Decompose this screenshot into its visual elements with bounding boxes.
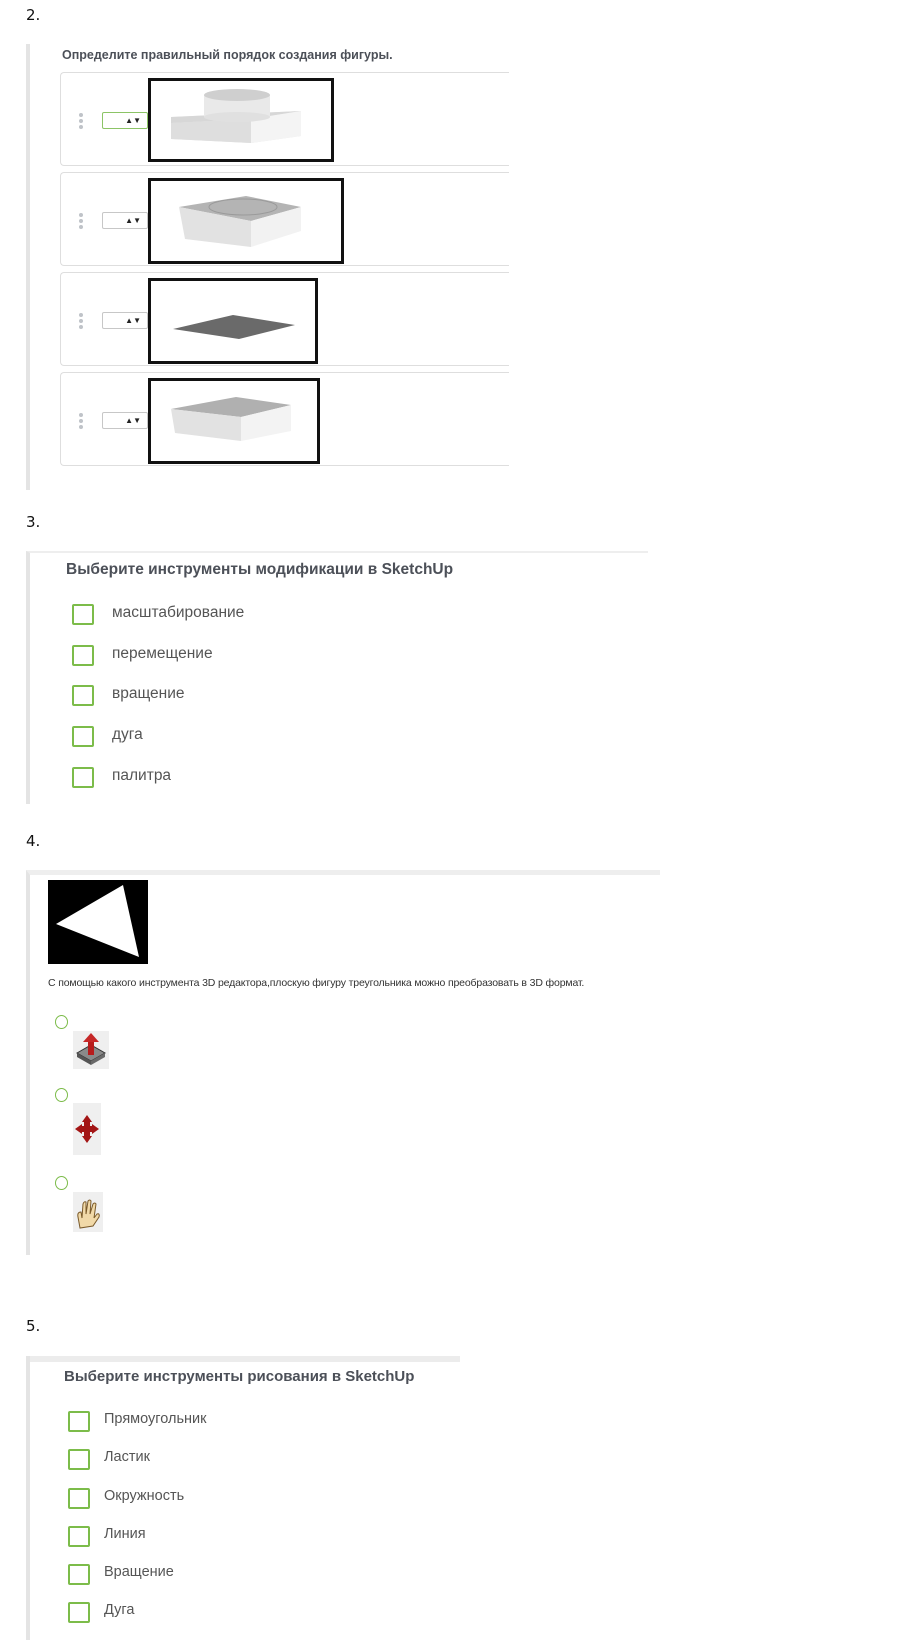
order-select[interactable] (102, 212, 148, 229)
checkbox[interactable] (72, 726, 94, 747)
figure-image-flat-rectangle (148, 278, 318, 364)
question-title: Определите правильный порядок создания фигуры. (62, 48, 393, 62)
order-select[interactable] (102, 412, 148, 429)
checkbox[interactable] (72, 767, 94, 788)
option-label: масштабирование (112, 604, 245, 621)
question-number: 2. (26, 6, 41, 24)
question-4-card (26, 870, 660, 1255)
figure-image-extruded-cylinder (148, 78, 334, 162)
question-number: 5. (26, 1317, 41, 1335)
option-label: Дуга (104, 1602, 135, 1618)
drag-handle-icon[interactable] (79, 213, 83, 231)
drag-handle-icon[interactable] (79, 413, 83, 431)
checkbox[interactable] (68, 1602, 90, 1623)
question-number: 3. (26, 513, 41, 531)
question-title: Выберите инструменты модификации в SketchUp (66, 561, 454, 578)
option-label: Прямоугольник (104, 1411, 207, 1427)
push-pull-tool-icon[interactable] (73, 1031, 109, 1069)
option-label: Линия (104, 1526, 146, 1542)
checkbox[interactable] (72, 604, 94, 625)
checkbox[interactable] (68, 1564, 90, 1585)
option-label: Окружность (104, 1488, 185, 1504)
checkbox[interactable] (68, 1526, 90, 1547)
radio-option[interactable] (55, 1176, 68, 1190)
pan-hand-tool-icon[interactable] (73, 1192, 103, 1232)
question-number: 4. (26, 832, 41, 850)
ordering-item[interactable] (60, 272, 509, 366)
card-top-divider (30, 1356, 460, 1362)
updown-arrows-icon: ▲▼ (125, 116, 141, 125)
ordering-item[interactable] (60, 372, 509, 466)
radio-option[interactable] (55, 1015, 68, 1029)
checkbox[interactable] (68, 1488, 90, 1509)
updown-arrows-icon: ▲▼ (125, 316, 141, 325)
order-select[interactable] (102, 112, 148, 129)
radio-option[interactable] (55, 1088, 68, 1102)
question-text: С помощью какого инструмента 3D редактора,плоскую фигуру треугольника можно преобразовать в 3D формат. (48, 977, 585, 989)
option-label: перемещение (112, 645, 213, 662)
ordering-item[interactable] (60, 172, 509, 266)
order-select[interactable] (102, 312, 148, 329)
checkbox[interactable] (72, 685, 94, 706)
option-label: Вращение (104, 1564, 174, 1580)
question-3-card (26, 551, 648, 804)
updown-arrows-icon: ▲▼ (125, 216, 141, 225)
question-5-card (26, 1356, 460, 1640)
question-title: Выберите инструменты рисования в SketchUp (64, 1368, 415, 1385)
ordering-item[interactable] (60, 72, 509, 166)
option-label: вращение (112, 685, 185, 702)
checkbox[interactable] (72, 645, 94, 666)
figure-image-extruded-box (148, 378, 320, 464)
drag-handle-icon[interactable] (79, 113, 83, 131)
question-2-card (26, 44, 506, 490)
checkbox[interactable] (68, 1449, 90, 1470)
figure-image-box-with-circle (148, 178, 344, 264)
option-label: дуга (112, 726, 143, 743)
option-label: Ластик (104, 1449, 150, 1465)
updown-arrows-icon: ▲▼ (125, 416, 141, 425)
move-tool-icon[interactable] (73, 1103, 101, 1155)
option-label: палитра (112, 767, 172, 784)
triangle-image (48, 880, 148, 964)
checkbox[interactable] (68, 1411, 90, 1432)
drag-handle-icon[interactable] (79, 313, 83, 331)
